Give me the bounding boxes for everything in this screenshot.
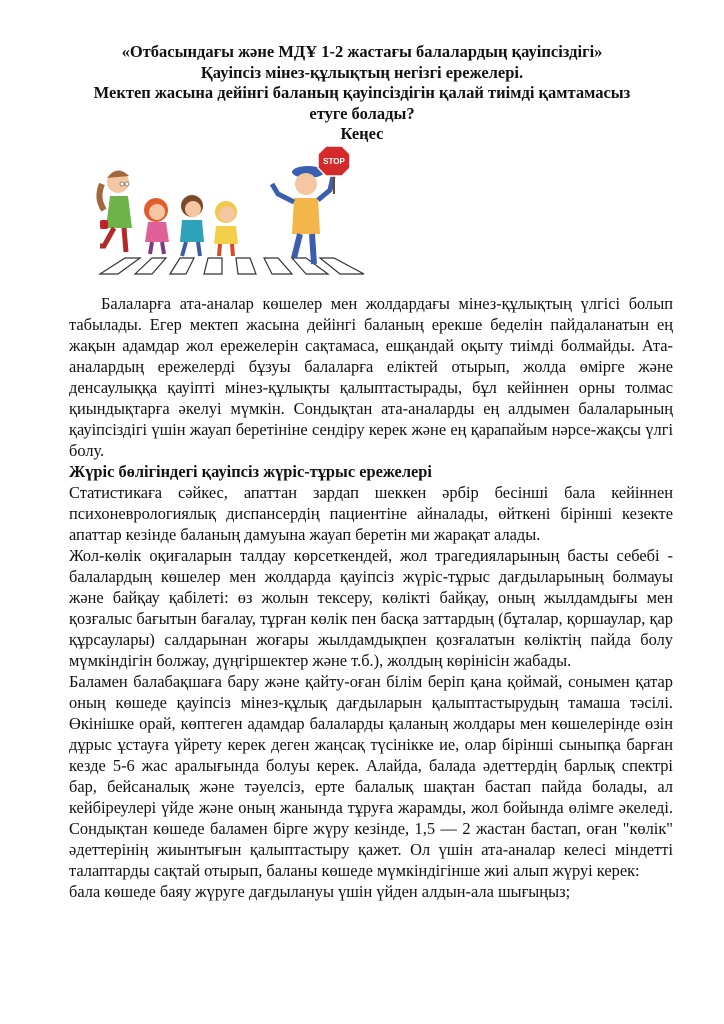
child-figure-girl-blonde: [214, 201, 238, 256]
stop-sign-icon: [318, 146, 350, 194]
statistics-paragraph: Статистикаға сәйкес, апаттан зардап шеккен әрбір бесінші бала кейіннен психоневрологиялық диспансердің пациентіне айналады, өйткені бірінші кезекте апаттар кезінде баланың дамуына жауап беретін ми жарақат алады.: [69, 483, 673, 544]
mother-figure: [99, 170, 132, 252]
kindergarten-walk-paragraph: Баламен балабақшаға бару және қайту-оған білім беріп қана қоймай, сонымен қатар оның көшеде қауіпсіз мінез-құлық дағдыларын қалыптастырудың тамаша тәсілі. Өкінішке орай, көптеген адамдар балаларды қаланың жолдары мен көшелерінде өзін дұрыс ұстауға үйрету керек деген жаңсақ түсінікке ие, олар бірінші сыныпқа барған кезде 5-6 жас аралығында болуы керек. Алайда, балада әдеттердің барлық спектрі бар, бейсаналық және тәуелсіз, ерте балалық шақтан бастап пайда болады, ал кейбіреулері үйде және оның жанында тұруға жарамды, жол бойында өлімге әкеледі. Сондықтан көшеде баламен бірге жүру кезінде, 1,5 — 2 жастан бастап, оған "көлік" әдеттерінің жиынтығын қалыптастыру қажет. Ол үшін ата-аналар келесі міндетті талаптарды сақтай отырып, баланы көшеде мүмкіндігінше жиі алып жүруі керек:: [69, 672, 673, 880]
accident-analysis-paragraph: Жол-көлік оқиғаларын талдау көрсеткендей, жол трагедияларының басты себебі - балалардың көшелер мен жолдарда қауіпсіз жүріс-тұрыс дағдыларының болмауы және байқау қабілеті: өз жолын тексеру, көлікті байқау, оның жылдамдығы мен қозғалыс бағытын бағалау, тұрған көлік пен басқа заттардың (бұталар, қоршаулар, қар құрсаулары) салдарынан жоғары жылдамдықпен қозғалатын көліктің пайда болу мүмкіндігін болжау, дүңгіршектер және т.б.), жолдың көрінісін жабады.: [69, 546, 673, 670]
stop-sign-text: STOP: [323, 157, 345, 166]
intro-paragraph: Балаларға ата-аналар көшелер мен жолдардағы мінез-құлықтың үлгісі болып табылады. Егер мектеп жасына дейінгі баланың ерекше беделін пайдаланатын ең жақын адамдар жол ережелерін сақтамаса, ешқандай оқыту тиімді болмайды. Ата-аналардың ережелерді бұзуы балаларға еліктей отырып, жолда өмірге және денсаулыққа қауіпті мінез-құлықты қалыптастырады, бұл кейіннен орны толмас қиындықтарға әкелуі мүмкін. Сондықтан ата-аналарды ең алдымен балаларының қауіпсіздігі үшін жауап беретініне сендіру керек және ең қарапайым нәрсе-жақсы үлгі болу.: [69, 294, 673, 460]
title-line-advice: Кеңес: [340, 124, 384, 143]
document-body: [69, 293, 673, 902]
title-line-question-2: етуге болады?: [309, 103, 415, 123]
advice-list-item: бала көшеде баяу жүруге дағдылануы үшін үйден алдын-ала шығыңыз;: [69, 882, 571, 901]
section-heading: Жүріс бөлігіндегі қауіпсіз жүріс-тұрыс ережелері: [69, 462, 432, 481]
child-figure-boy: [180, 195, 204, 256]
child-figure-girl-red-hair: [144, 198, 169, 254]
crosswalk-illustration: [80, 142, 380, 282]
title-line-topic: «Отбасындағы және МДҰ 1-2 жастағы балалардың қауіпсіздігі»: [121, 42, 603, 61]
zebra-crossing: [100, 258, 364, 274]
title-line-rules: Қауіпсіз мінез-құлықтың негізгі ережелері.: [200, 62, 524, 82]
title-line-question-1: Мектеп жасына дейінгі баланың қауіпсіздігін қалай тиімді қамтамасыз: [93, 83, 631, 102]
traffic-officer-figure: [272, 166, 334, 264]
document-title-block: [40, 42, 684, 145]
